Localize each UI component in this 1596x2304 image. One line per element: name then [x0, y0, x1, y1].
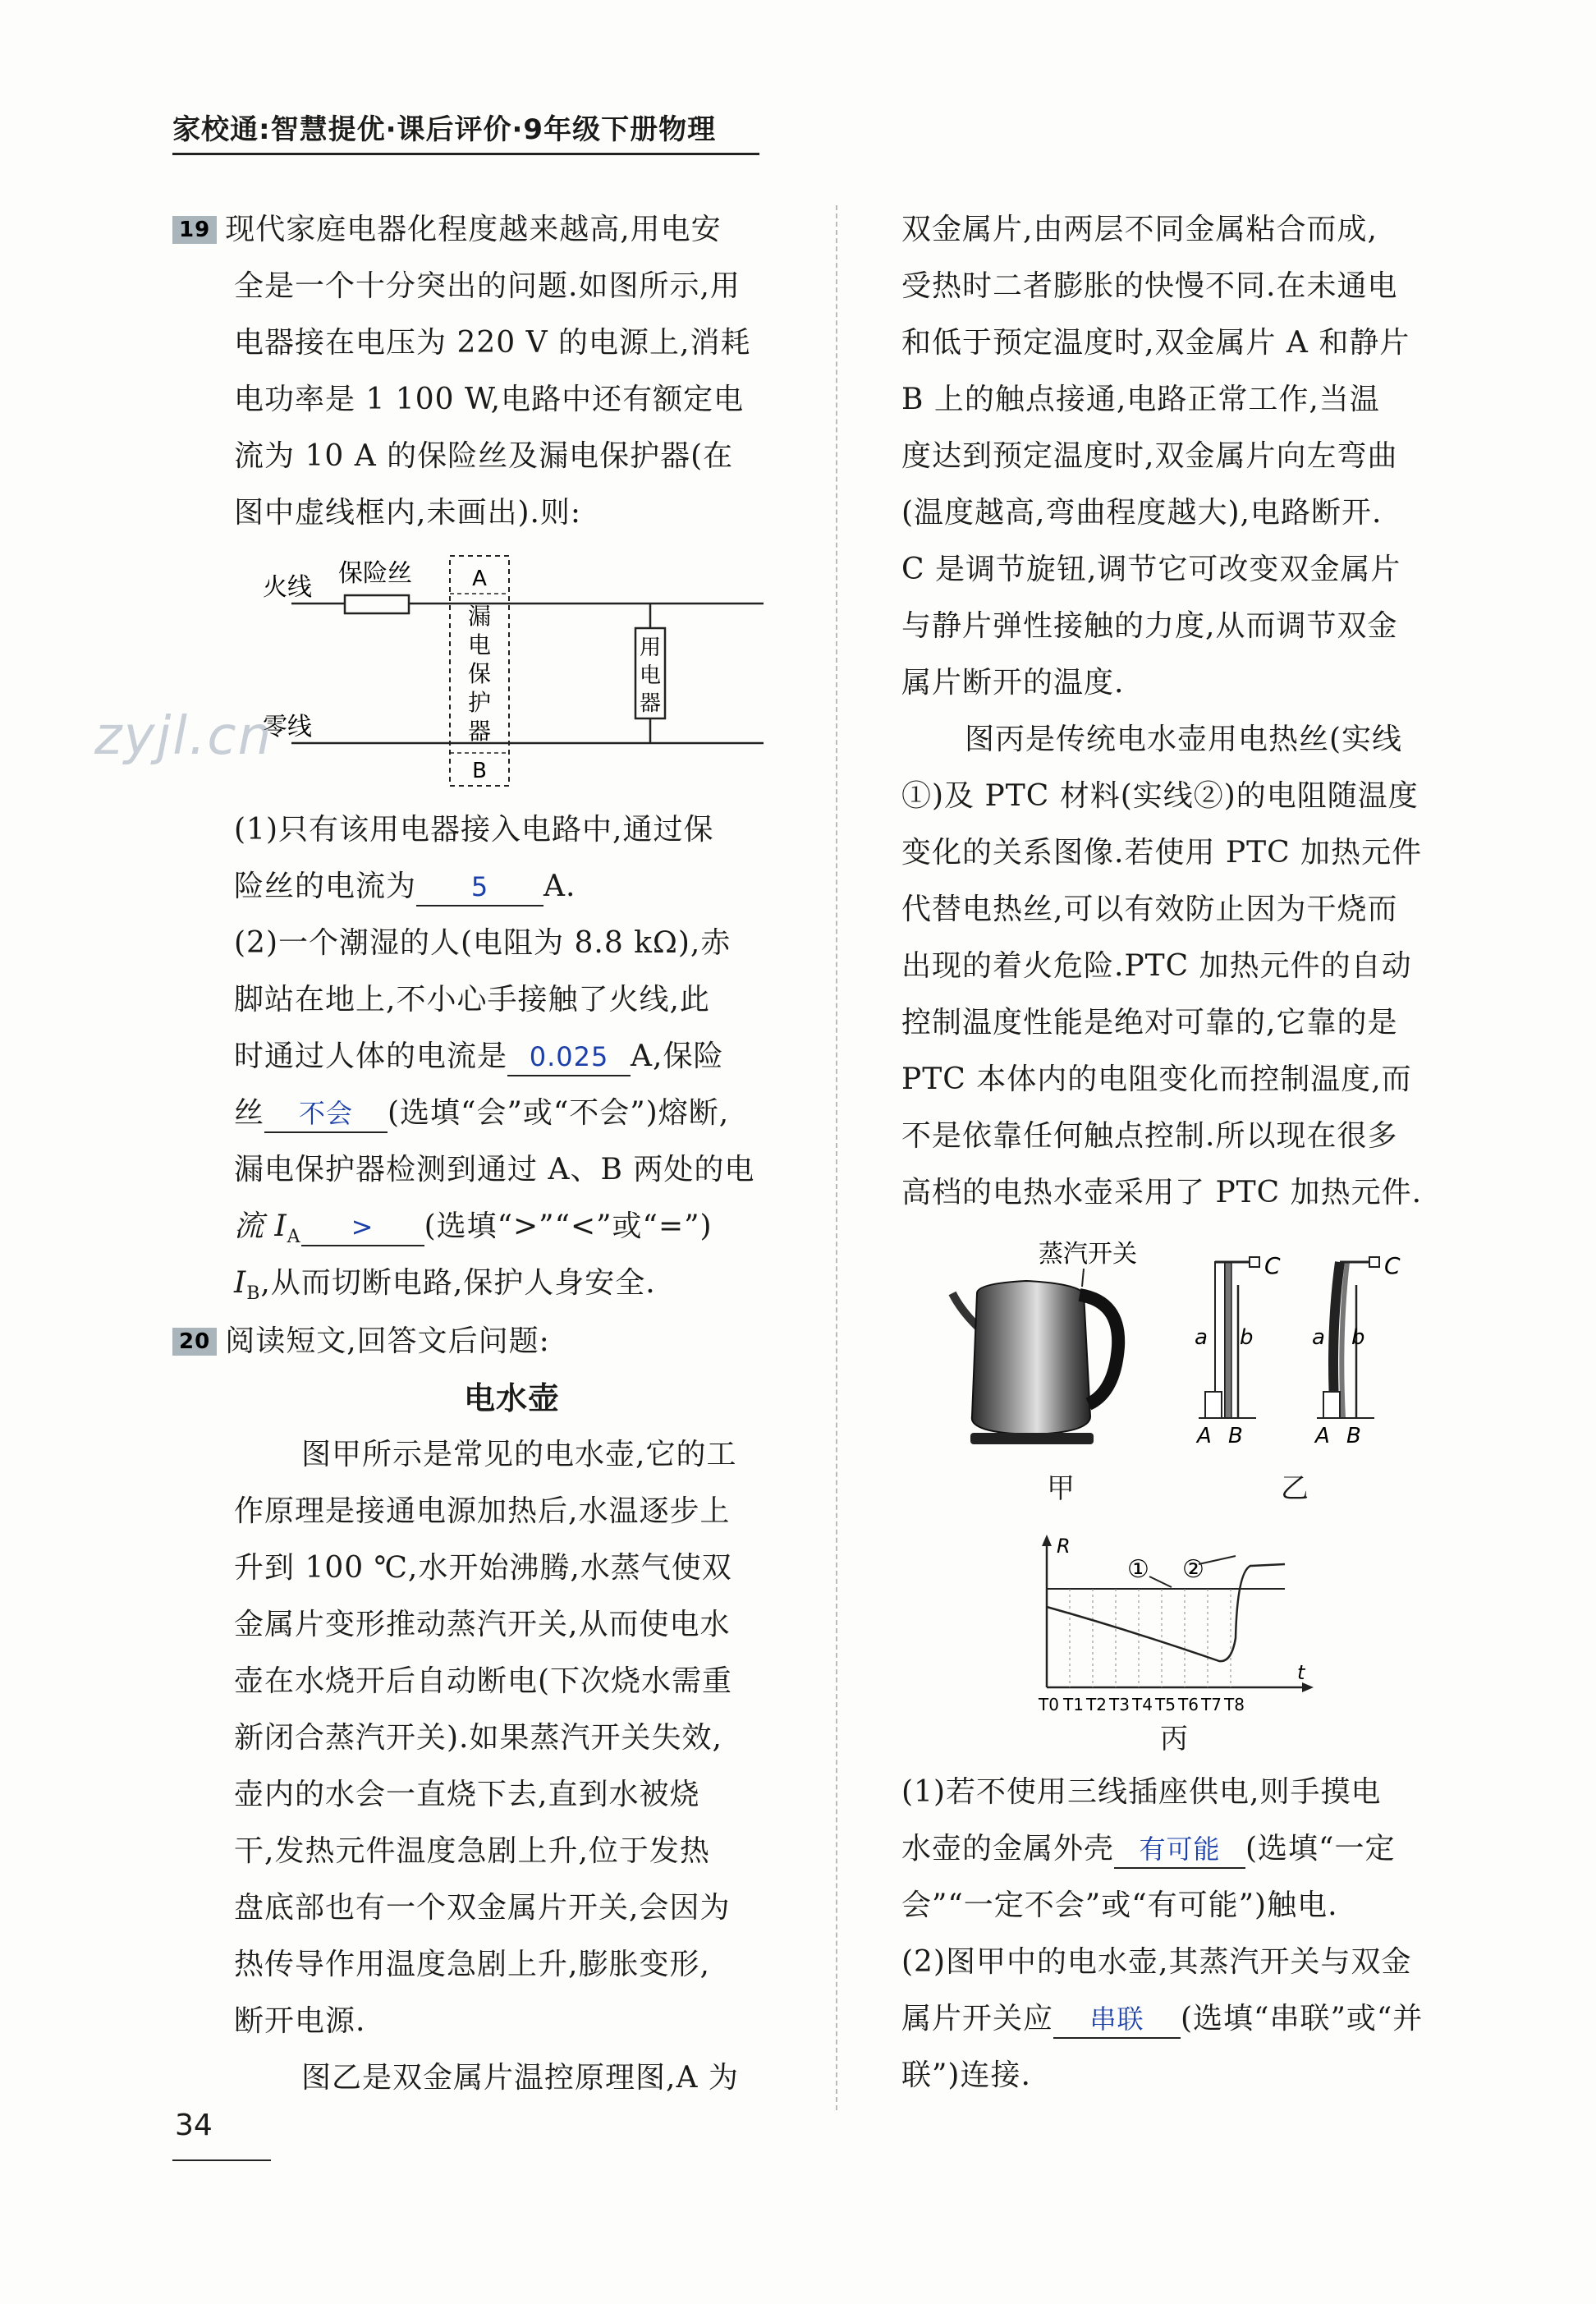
svg-text:T1: T1: [1063, 1695, 1084, 1714]
svg-text:B: B: [1228, 1424, 1243, 1448]
point-b-label: B: [472, 759, 487, 783]
q19-part2-line7: $I_B$,从而切断电路,保护人身安全.: [234, 1266, 656, 1305]
svg-text:器: 器: [639, 691, 662, 716]
q19-part2-line5: 漏电保护器检测到通过 A、B 两处的电: [234, 1153, 755, 1186]
q19-part2-line3: 时通过人体的电流是 0.025 A,保险: [234, 1035, 723, 1078]
q20-part1-line3: 会”“一定不会”或“有可能”)触电.: [901, 1889, 1338, 1922]
q20-left-line-4: 壶在水烧开后自动断电(下次烧水需重: [234, 1664, 733, 1698]
q20-right-line-8: 属片断开的温度.: [901, 666, 1125, 700]
q20-right-line-14: 控制温度性能是绝对可靠的,它靠的是: [901, 1006, 1398, 1040]
q20-right-line-17: 高档的电热水壶采用了 PTC 加热元件.: [901, 1176, 1423, 1209]
question-number-20: 20: [172, 1328, 217, 1356]
q19-part2-line6: 流 $I_A$ > (选填“>”“<”或“=”): [234, 1209, 713, 1248]
page-header: 家校通:智慧提优·课后评价·9年级下册物理: [172, 113, 717, 146]
answer-blank-q19-1[interactable]: 5: [416, 869, 543, 906]
svg-text:T4: T4: [1132, 1695, 1153, 1714]
q20-part1-line2: 水壶的金属外壳 有可能 (选填“一定: [901, 1828, 1395, 1870]
q19-line-5: 图中虚线框内,未画出).则:: [234, 496, 582, 530]
steam-switch-label: 蒸汽开关: [1039, 1240, 1137, 1269]
q20-right-line-4: 度达到预定温度时,双金属片向左弯曲: [901, 439, 1398, 473]
q20-right-line-1: 受热时二者膨胀的快慢不同.在未通电: [901, 269, 1398, 303]
protector-char-1: 电: [467, 631, 492, 659]
q20-part2-line1: (2)图甲中的电水壶,其蒸汽开关与双金: [901, 1945, 1412, 1979]
svg-text:T6: T6: [1178, 1695, 1199, 1714]
svg-text:T3: T3: [1109, 1695, 1130, 1714]
q20-right-line-15: PTC 本体内的电阻变化而控制温度,而: [901, 1063, 1412, 1096]
q19-part1-line2: 险丝的电流为 5 A.: [234, 865, 576, 908]
protector-char-4: 器: [467, 718, 492, 745]
q20-right-line-5: (温度越高,弯曲程度越大),电路断开.: [901, 496, 1383, 530]
caption-yi: 乙: [1281, 1472, 1309, 1505]
q19-part2-line2: 脚站在地上,不小心手接触了火线,此: [234, 983, 710, 1017]
svg-text:T7: T7: [1201, 1695, 1222, 1714]
q19-line-2: 电器接在电压为 220 V 的电源上,消耗: [234, 326, 751, 360]
q19-line-1: 全是一个十分突出的问题.如图所示,用: [234, 269, 741, 303]
q20-right-line-6: C 是调节旋钮,调节它可改变双金属片: [901, 553, 1401, 586]
svg-text:R: R: [1057, 1535, 1071, 1558]
q20-left-line-8: 盘底部也有一个双金属片开关,会因为: [234, 1891, 731, 1925]
q20-right-line-10: ①)及 PTC 材料(实线②)的电阻随温度: [901, 779, 1419, 813]
kettle-body: [972, 1281, 1090, 1434]
q19-part1-line1: (1)只有该用电器接入电路中,通过保: [234, 813, 714, 847]
q20-part1-line1: (1)若不使用三线插座供电,则手摸电: [901, 1775, 1382, 1809]
protector-char-0: 漏: [467, 603, 492, 630]
q20-left-line-2: 升到 100 ℃,水开始沸腾,水蒸气使双: [234, 1551, 732, 1585]
svg-text:B: B: [1346, 1424, 1361, 1448]
answer-blank-q20-1[interactable]: 有可能: [1114, 1831, 1245, 1869]
point-a-label: A: [472, 567, 487, 591]
article-title: 电水壶: [464, 1380, 561, 1416]
q20-right-line-16: 不是依靠任何触点控制.所以现在很多: [901, 1119, 1398, 1153]
protector-char-3: 护: [467, 689, 492, 716]
footer-rule: [172, 2159, 271, 2161]
q20-right-line-3: B 上的触点接通,电路正常工作,当温: [901, 383, 1380, 416]
svg-text:T2: T2: [1086, 1695, 1107, 1714]
bimetal-figure: [1182, 1252, 1453, 1449]
q20-left-line-10: 断开电源.: [234, 2004, 366, 2038]
q20-right-line-11: 变化的关系图像.若使用 PTC 加热元件: [901, 836, 1423, 870]
svg-text:T0: T0: [1039, 1695, 1059, 1714]
q20-left-line-6: 壶内的水会一直烧下去,直到水被烧: [234, 1778, 700, 1811]
protector-char-2: 保: [467, 660, 492, 687]
svg-text:用: 用: [639, 636, 662, 660]
q19-line-0: 19 现代家庭电器化程度越来越高,用电安: [172, 209, 722, 251]
svg-text:T8: T8: [1224, 1695, 1245, 1714]
q20-right-line-0: 双金属片,由两层不同金属粘合而成,: [901, 213, 1378, 246]
svg-text:C: C: [1384, 1252, 1401, 1279]
answer-blank-q19-3[interactable]: 不会: [264, 1095, 388, 1133]
svg-text:t: t: [1297, 1661, 1305, 1684]
page-number: 34: [175, 2109, 213, 2142]
q20-left-line-11: 图乙是双金属片温控原理图,A 为: [301, 2061, 739, 2095]
answer-blank-q20-2[interactable]: 串联: [1053, 2001, 1181, 2039]
q20-left-line-9: 热传导作用温度急剧上升,膨胀变形,: [234, 1948, 710, 1981]
resistance-temperature-graph: [1030, 1531, 1342, 1716]
q19-line-4: 流为 10 A 的保险丝及漏电保护器(在: [234, 439, 734, 473]
q20-left-line-5: 新闭合蒸汽开关).如果蒸汽开关失效,: [234, 1721, 722, 1755]
svg-text:A: A: [1197, 1424, 1212, 1448]
kettle-figure: [944, 1236, 1190, 1457]
q20-left-line-1: 作原理是接通电源加热后,水温逐步上: [234, 1494, 731, 1528]
q19-part2-line1: (2)一个潮湿的人(电阻为 8.8 kΩ),赤: [234, 926, 732, 960]
svg-text:b: b: [1351, 1325, 1365, 1350]
svg-text:b: b: [1240, 1325, 1254, 1350]
q19-line-3: 电功率是 1 100 W,电路中还有额定电: [234, 383, 745, 416]
q20-part2-line2: 属片开关应 串联 (选填“串联”或“并: [901, 1998, 1423, 2040]
q20-right-line-2: 和低于预定温度时,双金属片 A 和静片: [901, 326, 1410, 360]
live-wire-label: 火线: [263, 573, 312, 602]
caption-bing: 丙: [1160, 1723, 1188, 1756]
header-divider: [172, 153, 759, 155]
curve-label-2: ②: [1182, 1555, 1204, 1584]
q20-part2-line3: 联”)连接.: [901, 2058, 1031, 2092]
ptc-curve: [1047, 1564, 1285, 1661]
svg-text:A: A: [1315, 1424, 1330, 1448]
fuse: [345, 595, 409, 613]
svg-text:T5: T5: [1155, 1695, 1176, 1714]
svg-text:C: C: [1264, 1252, 1281, 1279]
q20-right-line-13: 出现的着火危险.PTC 加热元件的自动: [901, 949, 1412, 983]
svg-text:a: a: [1312, 1325, 1325, 1350]
answer-blank-q19-4[interactable]: >: [301, 1209, 424, 1246]
q20-right-line-12: 代替电热丝,可以有效防止因为干烧而: [901, 893, 1398, 926]
q20-right-line-9: 图丙是传统电水壶用电热丝(实线: [965, 723, 1403, 756]
q20-left-line-7: 干,发热元件温度急剧上升,位于发热: [234, 1834, 710, 1868]
fuse-label: 保险丝: [338, 559, 412, 588]
q20-right-line-7: 与静片弹性接触的力度,从而调节双金: [901, 609, 1398, 643]
answer-blank-q19-2[interactable]: 0.025: [507, 1039, 631, 1076]
svg-text:a: a: [1195, 1325, 1208, 1350]
circuit-diagram: [246, 546, 780, 801]
curve-label-1: ①: [1127, 1555, 1149, 1584]
question-number-19: 19: [172, 216, 217, 244]
q20-intro: 20 阅读短文,回答文后问题:: [172, 1320, 550, 1363]
svg-text:电: 电: [639, 663, 662, 688]
q19-part2-line4: 丝 不会 (选填“会”或“不会”)熔断,: [234, 1092, 729, 1135]
q20-left-line-0: 图甲所示是常见的电水壶,它的工: [301, 1438, 737, 1471]
caption-jia: 甲: [1047, 1472, 1075, 1505]
column-divider: [836, 205, 837, 2110]
watermark: zyjl.cn: [94, 706, 273, 767]
q20-left-line-3: 金属片变形推动蒸汽开关,从而使电水: [234, 1608, 731, 1641]
neutral-wire-label: 零线: [263, 713, 312, 741]
